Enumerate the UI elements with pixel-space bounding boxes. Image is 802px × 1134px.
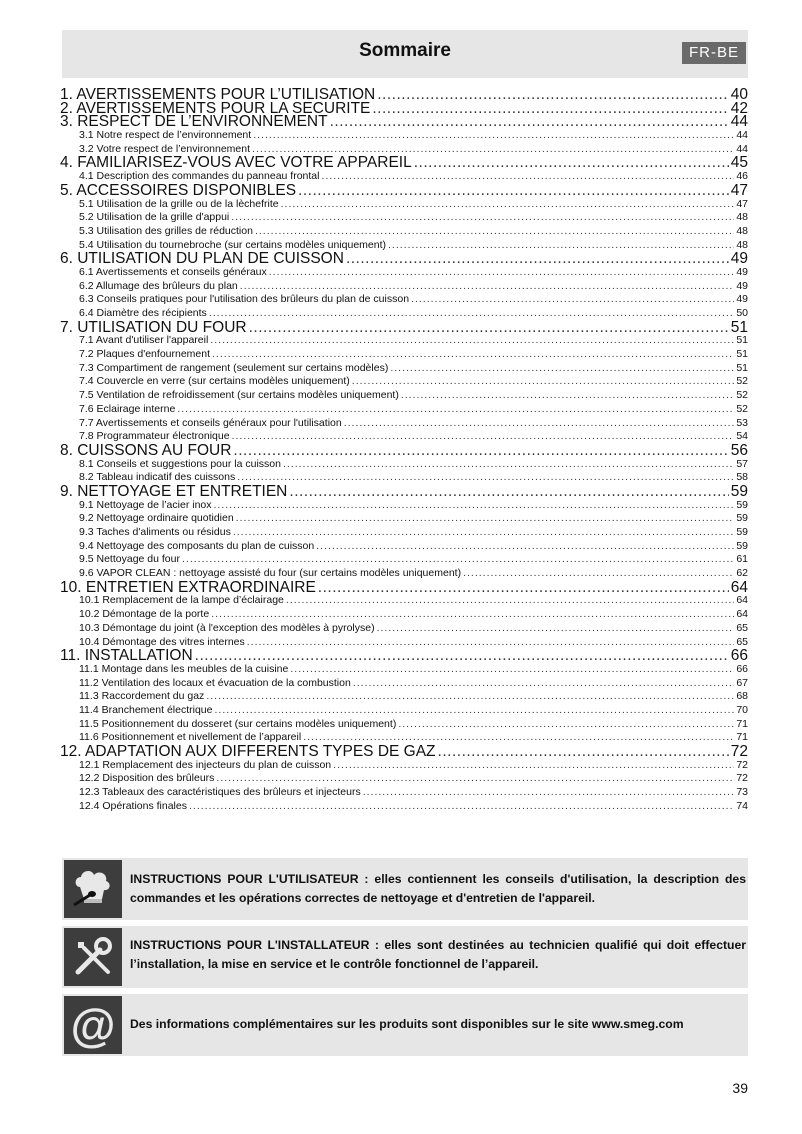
toc-chapter-row bbox=[60, 115, 748, 129]
toc-entry-page: 64 bbox=[736, 608, 748, 621]
toc-dot-leader bbox=[177, 403, 734, 417]
toc-entry-title: 9.5 Nettoyage du four bbox=[79, 553, 180, 566]
toc-chapter-row bbox=[60, 252, 748, 266]
toc-entry-page: 71 bbox=[736, 717, 748, 730]
toc-entry-title: 12.2 Disposition des brûleurs bbox=[79, 772, 215, 785]
toc-section-row bbox=[60, 690, 748, 704]
toc-entry-page: 71 bbox=[736, 731, 748, 744]
toc-entry-title: 11.4 Branchement électrique bbox=[79, 703, 213, 716]
toc-entry-page: 48 bbox=[736, 224, 748, 237]
toc-entry-page: 72 bbox=[736, 758, 748, 771]
toc-entry-title: 9. NETTOYAGE ET ENTRETIEN bbox=[60, 484, 288, 499]
toc-entry-page: 47 bbox=[736, 197, 748, 210]
toc-dot-leader bbox=[318, 581, 729, 595]
toc-section-row bbox=[60, 417, 748, 431]
toc-section-row bbox=[60, 403, 748, 417]
toc-entry-title: 1. AVERTISSEMENTS POUR L’UTILISATION bbox=[60, 88, 376, 102]
toc-entry-page: 51 bbox=[730, 320, 748, 335]
toc-dot-leader bbox=[372, 102, 728, 116]
toc-entry-title: 6. UTILISATION DU PLAN DE CUISSON bbox=[60, 252, 344, 266]
toc-section-row bbox=[60, 389, 748, 403]
toc-dot-leader bbox=[398, 718, 734, 732]
toc-dot-leader bbox=[438, 745, 729, 759]
toc-section-row bbox=[60, 677, 748, 691]
toc-entry-page: 51 bbox=[736, 334, 748, 347]
toc-dot-leader bbox=[212, 348, 734, 362]
toc-entry-page: 44 bbox=[730, 115, 748, 130]
toc-entry-page: 59 bbox=[736, 539, 748, 552]
toc-chapter-row bbox=[60, 156, 748, 170]
toc-entry-page: 45 bbox=[730, 156, 748, 171]
toc-section-row bbox=[60, 663, 748, 677]
toc-entry-title: 7.8 Programmateur électronique bbox=[79, 430, 230, 443]
toc-section-row bbox=[60, 430, 748, 444]
toc-entry-title: 10.1 Remplacement de la lampe d’éclairage bbox=[79, 594, 284, 607]
toc-section-row bbox=[60, 594, 748, 608]
toc-dot-leader bbox=[298, 184, 729, 198]
toc-entry-title: 9.2 Nettoyage ordinaire quotidien bbox=[79, 512, 234, 525]
toc-entry-title: 3.1 Notre respect de l’environnement bbox=[79, 129, 252, 142]
toc-dot-leader bbox=[255, 225, 734, 239]
toc-entry-title: 9.4 Nettoyage des composants du plan de cuisson bbox=[79, 539, 315, 552]
toc-section-row bbox=[60, 293, 748, 307]
toc-section-row bbox=[60, 772, 748, 786]
toc-dot-leader bbox=[249, 321, 729, 335]
toc-chapter-row bbox=[60, 485, 748, 499]
toc-entry-page: 70 bbox=[736, 703, 748, 716]
toc-entry-title: 9.6 VAPOR CLEAN : nettoyage assisté du four (sur certains modèles uniquement) bbox=[79, 567, 462, 580]
header-bar bbox=[62, 30, 748, 78]
toc-dot-leader bbox=[377, 622, 735, 636]
toc-section-row bbox=[60, 704, 748, 718]
toc-section-row bbox=[60, 759, 748, 773]
toc-dot-leader bbox=[346, 252, 729, 266]
toc-dot-leader bbox=[333, 759, 734, 773]
installer-instructions-box bbox=[62, 926, 748, 988]
toc-entry-title: 3. RESPECT DE L’ENVIRONNEMENT bbox=[60, 115, 328, 130]
toc-entry-page: 48 bbox=[736, 238, 748, 251]
toc-dot-leader bbox=[344, 417, 735, 431]
user-instructions-text: INSTRUCTIONS POUR L'UTILISATEUR : elles contiennent les conseils d'utilisation, la description des commandes et les opérations correctes de nettoyage et d'entretien de l'appareil. bbox=[130, 872, 746, 905]
toc-entry-title: 7.7 Avertissements et conseils généraux pour l'utilisation bbox=[79, 416, 342, 429]
toc-entry-title: 7.2 Plaques d'enfournement bbox=[79, 348, 211, 361]
toc-entry-title: 12.4 Opérations finales bbox=[79, 799, 187, 812]
toc-entry-page: 64 bbox=[730, 580, 748, 595]
toc-entry-page: 52 bbox=[736, 389, 748, 402]
toc-chapter-row bbox=[60, 649, 748, 663]
toc-entry-title: 7.6 Eclairage interne bbox=[79, 402, 176, 415]
toc-dot-leader bbox=[210, 334, 734, 348]
toc-entry-page: 65 bbox=[736, 621, 748, 634]
toc-dot-leader bbox=[206, 690, 734, 704]
page-title: Sommaire bbox=[359, 40, 451, 61]
toc-dot-leader bbox=[247, 636, 735, 650]
toc-section-row bbox=[60, 499, 748, 513]
toc-section-row bbox=[60, 170, 748, 184]
toc-dot-leader bbox=[182, 553, 734, 567]
toc-chapter-row bbox=[60, 745, 748, 759]
toc-section-row bbox=[60, 266, 748, 280]
toc-entry-page: 72 bbox=[730, 745, 748, 759]
toc-section-row bbox=[60, 526, 748, 540]
toc-dot-leader bbox=[289, 485, 728, 499]
toc-section-row bbox=[60, 567, 748, 581]
toc-entry-page: 52 bbox=[736, 375, 748, 388]
toc-entry-page: 49 bbox=[736, 293, 748, 306]
website-info-box bbox=[62, 994, 748, 1056]
toc-entry-page: 64 bbox=[736, 594, 748, 607]
toc-entry-title: 4.1 Description des commandes du panneau frontal bbox=[79, 170, 320, 183]
toc-entry-page: 40 bbox=[730, 88, 748, 102]
toc-dot-leader bbox=[303, 731, 734, 745]
toc-dot-leader bbox=[232, 430, 735, 444]
toc-dot-leader bbox=[216, 772, 734, 786]
toc-entry-title: 8.1 Conseils et suggestions pour la cuisson bbox=[79, 457, 281, 470]
toc-chapter-row bbox=[60, 581, 748, 595]
at-sign-icon: @ bbox=[64, 996, 122, 1054]
toc-entry-title: 5. ACCESSOIRES DISPONIBLES bbox=[60, 183, 297, 198]
toc-dot-leader bbox=[281, 198, 735, 212]
toc-entry-page: 54 bbox=[736, 430, 748, 443]
toc-entry-title: 5.3 Utilisation des grilles de réduction bbox=[79, 224, 253, 237]
toc-entry-page: 44 bbox=[736, 142, 748, 155]
toc-entry-page: 53 bbox=[736, 416, 748, 429]
toc-dot-leader bbox=[290, 663, 734, 677]
toc-section-row bbox=[60, 143, 748, 157]
toc-section-row bbox=[60, 225, 748, 239]
toc-section-row bbox=[60, 622, 748, 636]
toc-dot-leader bbox=[411, 293, 734, 307]
toc-entry-page: 50 bbox=[736, 307, 748, 319]
website-info-text: Des informations complémentaires sur les produits sont disponibles sur le site www.smeg.com bbox=[130, 1017, 684, 1031]
toc-entry-page: 66 bbox=[730, 649, 748, 663]
toc-entry-title: 5.2 Utilisation de la grille d'appui bbox=[79, 211, 230, 224]
toc-section-row bbox=[60, 334, 748, 348]
toc-dot-leader bbox=[233, 444, 728, 458]
toc-chapter-row bbox=[60, 444, 748, 458]
toc-entry-title: 5.1 Utilisation de la grille ou de la lèchefrite bbox=[79, 197, 279, 210]
toc-entry-page: 67 bbox=[736, 676, 748, 689]
toc-entry-page: 49 bbox=[736, 265, 748, 278]
toc-dot-leader bbox=[390, 362, 734, 376]
toc-entry-page: 74 bbox=[736, 799, 748, 812]
toc-entry-title: 11.2 Ventilation des locaux et évacuation de la combustion bbox=[79, 676, 351, 689]
toc-entry-title: 7.3 Compartiment de rangement (seulement sur certains modèles) bbox=[79, 361, 389, 374]
toc-section-row bbox=[60, 348, 748, 362]
toc-chapter-row bbox=[60, 88, 748, 102]
toc-entry-page: 72 bbox=[736, 772, 748, 785]
toc-section-row bbox=[60, 512, 748, 526]
toc-section-row bbox=[60, 362, 748, 376]
toc-dot-leader bbox=[214, 499, 735, 513]
toc-dot-leader bbox=[316, 540, 734, 554]
page-number: 39 bbox=[732, 1080, 748, 1096]
toc-dot-leader bbox=[231, 211, 734, 225]
toc-section-row bbox=[60, 280, 748, 294]
toc-entry-page: 59 bbox=[730, 484, 748, 499]
toc-entry-title: 11. INSTALLATION bbox=[60, 649, 193, 663]
toc-entry-page: 56 bbox=[730, 443, 748, 458]
toc-entry-title: 6.2 Allumage des brûleurs du plan bbox=[79, 279, 238, 292]
toc-dot-leader bbox=[352, 375, 735, 389]
toc-entry-page: 59 bbox=[736, 512, 748, 525]
toc-entry-title: 7.4 Couvercle en verre (sur certains modèles uniquement) bbox=[79, 375, 350, 388]
toc-entry-title: 11.6 Positionnement et nivellement de l’appareil bbox=[79, 731, 302, 744]
toc-dot-leader bbox=[233, 526, 734, 540]
toc-section-row bbox=[60, 540, 748, 554]
toc-entry-page: 42 bbox=[730, 101, 748, 116]
toc-entry-title: 6.4 Diamètre des récipients bbox=[79, 307, 207, 319]
toc-dot-leader bbox=[321, 170, 734, 184]
toc-dot-leader bbox=[269, 266, 735, 280]
toc-entry-page: 46 bbox=[736, 170, 748, 183]
toc-entry-page: 59 bbox=[736, 526, 748, 538]
toc-dot-leader bbox=[214, 704, 734, 718]
table-of-contents bbox=[60, 88, 748, 813]
toc-section-row bbox=[60, 553, 748, 567]
toc-entry-title: 12.1 Remplacement des injecteurs du plan de cuisson bbox=[79, 758, 332, 771]
toc-entry-title: 10.4 Démontage des vitres internes bbox=[79, 635, 245, 648]
toc-entry-title: 6.3 Conseils pratiques pour l'utilisation des brûleurs du plan de cuisson bbox=[79, 293, 410, 306]
toc-section-row bbox=[60, 718, 748, 732]
toc-dot-leader bbox=[236, 512, 735, 526]
toc-dot-leader bbox=[414, 156, 729, 170]
toc-dot-leader bbox=[253, 129, 734, 143]
toc-entry-title: 9.3 Taches d'aliments ou résidus bbox=[79, 526, 231, 538]
toc-entry-page: 49 bbox=[736, 279, 748, 292]
toc-dot-leader bbox=[240, 280, 735, 294]
toc-dot-leader bbox=[377, 88, 729, 102]
language-badge: FR-BE bbox=[682, 42, 746, 64]
toc-section-row bbox=[60, 800, 748, 814]
chef-hat-icon bbox=[64, 860, 122, 918]
toc-entry-page: 73 bbox=[736, 786, 748, 799]
toc-entry-page: 51 bbox=[736, 361, 748, 374]
toc-entry-title: 5.4 Utilisation du tournebroche (sur certains modèles uniquement) bbox=[79, 238, 386, 251]
toc-entry-page: 62 bbox=[736, 567, 748, 580]
toc-section-row bbox=[60, 239, 748, 253]
toc-entry-title: 10.3 Démontage du joint (à l'exception des modèles à pyrolyse) bbox=[79, 621, 375, 634]
toc-section-row bbox=[60, 307, 748, 321]
toc-section-row bbox=[60, 731, 748, 745]
toc-dot-leader bbox=[463, 567, 734, 581]
toc-dot-leader bbox=[330, 115, 729, 129]
toc-entry-title: 11.1 Montage dans les meubles de la cuisine bbox=[79, 662, 289, 675]
toc-entry-page: 66 bbox=[736, 662, 748, 675]
toc-entry-page: 65 bbox=[736, 635, 748, 648]
toc-section-row bbox=[60, 471, 748, 485]
toc-entry-page: 49 bbox=[730, 252, 748, 266]
toc-entry-title: 10. ENTRETIEN EXTRAORDINAIRE bbox=[60, 580, 316, 595]
toc-section-row bbox=[60, 458, 748, 472]
toc-dot-leader bbox=[286, 594, 734, 608]
toc-entry-page: 51 bbox=[736, 348, 748, 361]
toc-dot-leader bbox=[209, 307, 735, 321]
toc-entry-page: 44 bbox=[736, 129, 748, 142]
toc-entry-page: 61 bbox=[736, 553, 748, 566]
toc-entry-title: 2. AVERTISSEMENTS POUR LA SECURITE bbox=[60, 101, 371, 116]
toc-section-row bbox=[60, 198, 748, 212]
toc-chapter-row bbox=[60, 184, 748, 198]
toc-dot-leader bbox=[363, 786, 735, 800]
toc-entry-page: 48 bbox=[736, 211, 748, 224]
user-instructions-box bbox=[62, 858, 748, 920]
toc-dot-leader bbox=[388, 239, 734, 253]
toc-entry-title: 8. CUISSONS AU FOUR bbox=[60, 443, 232, 458]
toc-dot-leader bbox=[353, 677, 734, 691]
installer-instructions-text: INSTRUCTIONS POUR L'INSTALLATEUR : elles sont destinées au technicien qualifié qui doit effectuer l’installation, la mise en service et le contrôle fonctionnel de l’appareil. bbox=[130, 938, 746, 971]
toc-entry-page: 68 bbox=[736, 690, 748, 703]
toc-dot-leader bbox=[401, 389, 734, 403]
toc-chapter-row bbox=[60, 321, 748, 335]
toc-entry-page: 52 bbox=[736, 402, 748, 415]
toc-entry-title: 12.3 Tableaux des caractéristiques des brûleurs et injecteurs bbox=[79, 786, 361, 799]
toc-dot-leader bbox=[252, 143, 734, 157]
toc-entry-title: 4. FAMILIARISEZ-VOUS AVEC VOTRE APPAREIL bbox=[60, 156, 412, 171]
toc-entry-title: 7. UTILISATION DU FOUR bbox=[60, 320, 247, 335]
tools-icon bbox=[64, 928, 122, 986]
toc-entry-title: 7.5 Ventilation de refroidissement (sur certains modèles uniquement) bbox=[79, 389, 399, 402]
toc-entry-title: 9.1 Nettoyage de l’acier inox bbox=[79, 498, 212, 511]
toc-dot-leader bbox=[283, 458, 734, 472]
toc-entry-title: 3.2 Votre respect de l’environnement bbox=[79, 142, 251, 155]
toc-dot-leader bbox=[195, 649, 729, 663]
toc-entry-title: 11.3 Raccordement du gaz bbox=[79, 690, 205, 703]
toc-entry-title: 6.1 Avertissements et conseils généraux bbox=[79, 265, 267, 278]
toc-dot-leader bbox=[211, 608, 734, 622]
toc-section-row bbox=[60, 608, 748, 622]
toc-section-row bbox=[60, 786, 748, 800]
toc-entry-title: 11.5 Positionnement du dosseret (sur certains modèles uniquement) bbox=[79, 717, 397, 730]
toc-dot-leader bbox=[237, 471, 734, 485]
toc-entry-title: 8.2 Tableau indicatif des cuissons bbox=[79, 471, 236, 484]
toc-dot-leader bbox=[189, 800, 734, 814]
toc-entry-page: 58 bbox=[736, 471, 748, 484]
toc-entry-title: 10.2 Démontage de la porte bbox=[79, 608, 210, 621]
toc-section-row bbox=[60, 129, 748, 143]
toc-section-row bbox=[60, 211, 748, 225]
toc-entry-page: 57 bbox=[736, 457, 748, 470]
toc-section-row bbox=[60, 636, 748, 650]
toc-chapter-row bbox=[60, 102, 748, 116]
toc-entry-page: 47 bbox=[730, 183, 748, 198]
toc-entry-page: 59 bbox=[736, 498, 748, 511]
toc-entry-title: 7.1 Avant d'utiliser l'appareil bbox=[79, 334, 209, 347]
toc-section-row bbox=[60, 375, 748, 389]
toc-entry-title: 12. ADAPTATION AUX DIFFERENTS TYPES DE GAZ bbox=[60, 745, 436, 759]
